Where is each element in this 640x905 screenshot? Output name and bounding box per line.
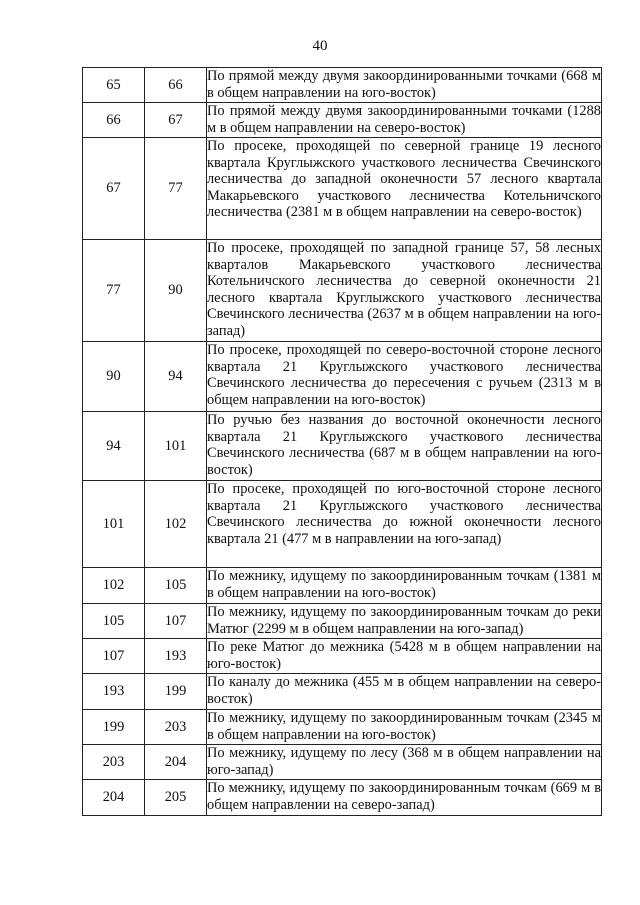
description-cell: По просеке, проходящей по северной границе 19 лесного квартала Круглыжского участкового лесничества Свечинского лесничества до западной оконечности 57 лесного квартала Макарьевского участкового лесничества Котельничского лесничества (2381 м в общем направлении на северо-восток) [207, 138, 602, 240]
from-point-cell: 90 [83, 342, 145, 412]
to-point-cell: 94 [145, 342, 207, 412]
to-point-cell: 67 [145, 103, 207, 138]
description-cell: По просеке, проходящей по юго-восточной стороне лесного квартала 21 Круглыжского участкового лесничества Свечинского лесничества до южной оконечности лесного квартала 21 (477 м в направлении на юго-запад) [207, 481, 602, 568]
description-cell: По прямой между двумя закоординированными точками (1288 м в общем направлении на северо-восток) [207, 103, 601, 136]
from-point-cell: 101 [83, 481, 145, 568]
table-row [83, 710, 602, 745]
to-point-cell: 205 [145, 780, 207, 816]
from-point-cell: 204 [83, 780, 145, 816]
from-point-cell: 65 [83, 68, 145, 103]
table-row [83, 412, 602, 481]
description-cell: По межнику, идущему по лесу (368 м в общем направлении на юго-запад) [207, 745, 601, 778]
table-row [83, 745, 602, 780]
description-cell: По прямой между двумя закоординированными точками (668 м в общем направлении на юго-восток) [207, 68, 601, 101]
from-point-cell: 203 [83, 745, 145, 780]
from-point-cell: 199 [83, 710, 145, 745]
table-row [83, 604, 602, 639]
description-cell: По ручью без названия до восточной оконечности лесного квартала 21 Круглыжского участкового лесничества Свечинского лесничества (687 м в общем направлении на юго-восток) [207, 412, 602, 481]
description-cell: По просеке, проходящей по северо-восточной стороне лесного квартала 21 Круглыжского участкового лесничества Свечинского лесничества до пересечения с ручьем (2313 м в общем направлении на юго-восток) [207, 342, 602, 412]
to-point-cell: 77 [145, 138, 207, 240]
from-point-cell: 94 [83, 412, 145, 481]
to-point-cell: 203 [145, 710, 207, 745]
boundary-description-table [82, 67, 602, 816]
description-cell: По межнику, идущему по закоординированным точкам (1381 м в общем направлении на юго-восток) [207, 568, 602, 604]
from-point-cell: 193 [83, 674, 145, 710]
description-cell: По межнику, идущему по закоординированным точкам до реки Матюг (2299 м в общем направлении на юго-запад) [207, 604, 601, 637]
to-point-cell: 193 [145, 639, 207, 674]
to-point-cell: 90 [145, 240, 207, 342]
to-point-cell: 107 [145, 604, 207, 639]
from-point-cell: 66 [83, 103, 145, 138]
table-row [83, 780, 602, 816]
to-point-cell: 102 [145, 481, 207, 568]
description-cell: По просеке, проходящей по западной границе 57, 58 лесных кварталов Макарьевского участкового лесничества Котельничского лесничества до северной оконечности 21 лесного квартала Круглыжского участкового лесничества Свечинского лесничества (2637 м в общем направлении на юго-запад) [207, 240, 602, 342]
table-row [83, 103, 602, 138]
page-number: 40 [312, 38, 328, 54]
table-row [83, 68, 602, 103]
from-point-cell: 102 [83, 568, 145, 604]
table-row [83, 481, 602, 568]
table-row [83, 568, 602, 604]
from-point-cell: 77 [83, 240, 145, 342]
to-point-cell: 101 [145, 412, 207, 481]
table-row [83, 639, 602, 674]
from-point-cell: 67 [83, 138, 145, 240]
description-cell: По реке Матюг до межника (5428 м в общем направлении на юго-восток) [207, 639, 601, 672]
table-row [83, 138, 602, 240]
to-point-cell: 66 [145, 68, 207, 103]
to-point-cell: 105 [145, 568, 207, 604]
from-point-cell: 107 [83, 639, 145, 674]
to-point-cell: 204 [145, 745, 207, 780]
description-cell: По межнику, идущему по закоординированным точкам (2345 м в общем направлении на юго-восток) [207, 710, 601, 743]
to-point-cell: 199 [145, 674, 207, 710]
description-cell: По каналу до межника (455 м в общем направлении на северо-восток) [207, 674, 602, 710]
table-row [83, 342, 602, 412]
table-row [83, 674, 602, 710]
description-cell: По межнику, идущему по закоординированным точкам (669 м в общем направлении на северо-запад) [207, 780, 602, 816]
from-point-cell: 105 [83, 604, 145, 639]
table-row [83, 240, 602, 342]
